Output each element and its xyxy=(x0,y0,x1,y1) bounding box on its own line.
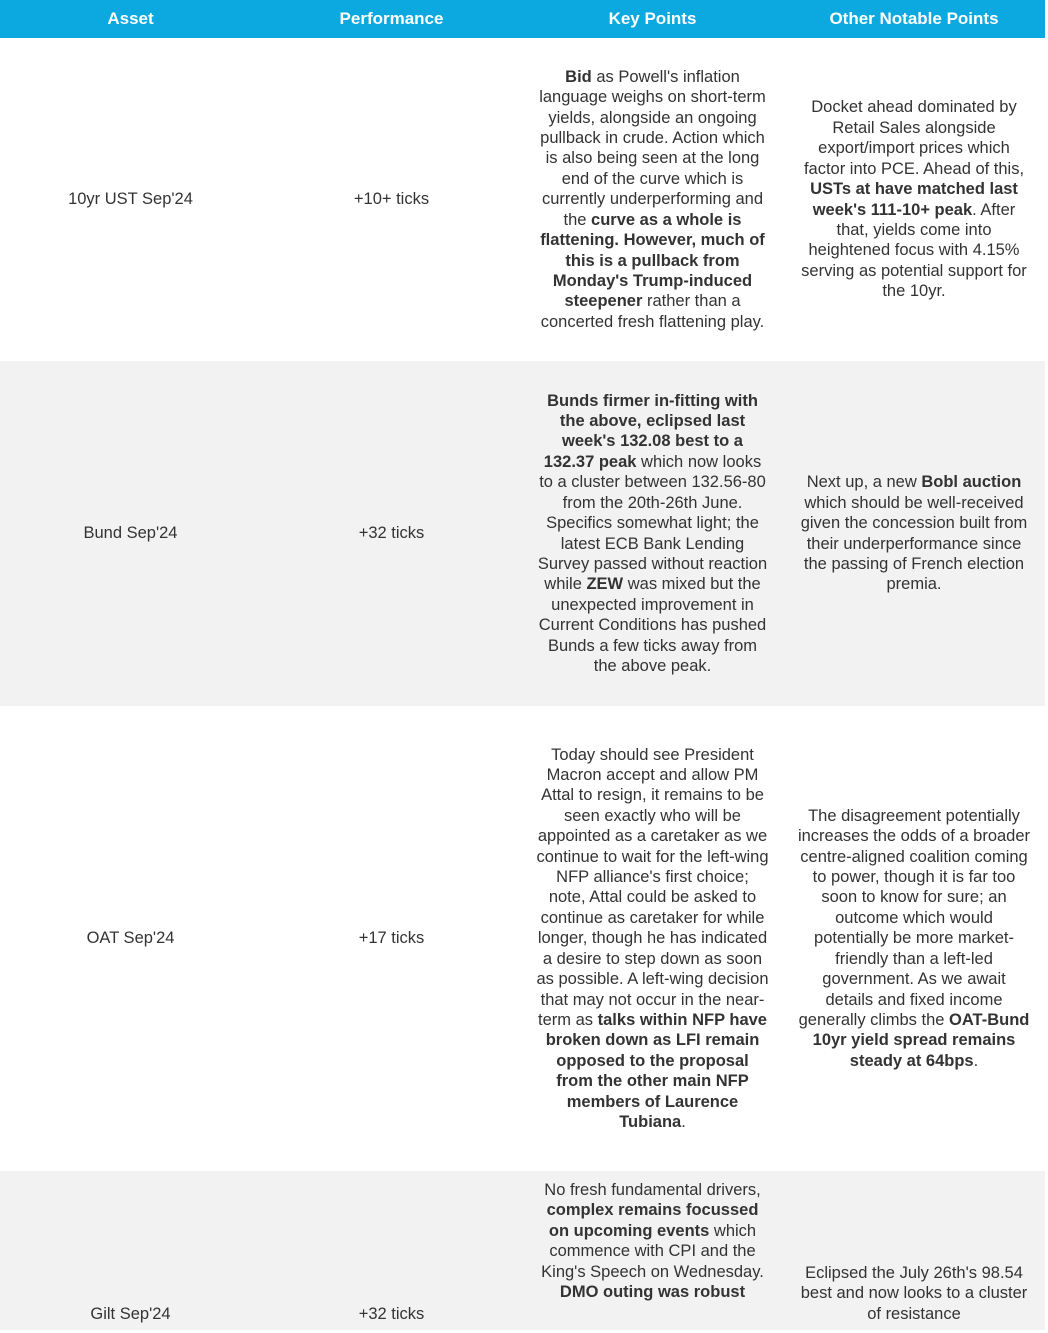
other-notable-points-cell xyxy=(783,1171,1045,1330)
text-segment: . xyxy=(973,1051,979,1070)
key-points-text xyxy=(536,745,769,1133)
header-asset: Asset xyxy=(0,0,261,38)
asset-cell: Gilt Sep'24 xyxy=(0,1171,261,1330)
bold-text-segment: talks within NFP have broken down as LFI remain opposed to the proposal from the other main NFP members of Laurence Tubiana xyxy=(545,1010,767,1131)
table-row xyxy=(0,1171,1045,1330)
key-points-cell xyxy=(522,38,783,361)
text-segment: No fresh fundamental drivers, xyxy=(544,1181,761,1199)
text-segment: as Powell's inflation language weighs on short-term yields, alongside an ongoing pullback in crude. Action which is also being seen at the long end of the curve which is currently underperforming and the xyxy=(539,67,766,229)
key-points-text xyxy=(536,1180,769,1302)
other-notable-points-text xyxy=(797,472,1031,594)
bold-text-segment: DMO outing was robust xyxy=(559,1283,746,1302)
other-notable-points-text xyxy=(797,97,1031,301)
performance-cell: +32 ticks xyxy=(261,1171,522,1330)
key-points-cell xyxy=(522,361,783,706)
text-segment: which now looks to a cluster between 132.56-80 from the 20th-26th June. Specifics somewhat light; the latest ECB Bank Lending Survey passed without reaction while xyxy=(537,452,768,594)
key-points-text xyxy=(536,391,769,677)
other-notable-points-text xyxy=(797,806,1031,1071)
asset-cell: Bund Sep'24 xyxy=(0,361,261,706)
bold-text-segment: Bid xyxy=(565,67,592,86)
table-row xyxy=(0,706,1045,1171)
bold-text-segment: complex remains focussed on upcoming events xyxy=(546,1201,759,1240)
text-segment: Docket ahead dominated by Retail Sales alongside export/import prices which factor into PCE. Ahead of this, xyxy=(803,98,1025,178)
key-points-cell xyxy=(522,1171,783,1330)
text-segment: which commence with CPI and the King's Speech on Wednesday. xyxy=(541,1221,764,1281)
table-row xyxy=(0,38,1045,361)
text-segment: Eclipsed the July 26th's 98.54 best and now looks to a cluster of resistance xyxy=(800,1264,1028,1323)
key-points-cell xyxy=(522,706,783,1171)
text-segment: which should be well-received given the concession built from their underperformance since the passing of French election premia. xyxy=(800,493,1028,594)
bold-text-segment: OAT-Bund 10yr yield spread remains steady at 64bps xyxy=(812,1010,1030,1070)
header-other-notable-points: Other Notable Points xyxy=(783,0,1045,38)
text-segment: was mixed but the unexpected improvement in Current Conditions has pushed Bunds a few ticks away from the above peak. xyxy=(538,575,767,675)
text-segment: Next up, a new xyxy=(806,473,922,492)
bold-text-segment: USTs at have matched last week's 111-10+ peak xyxy=(810,180,1018,219)
header-row xyxy=(0,0,1045,38)
bold-text-segment: Bobl auction xyxy=(921,473,1022,492)
text-segment: . xyxy=(681,1112,686,1131)
header-performance: Performance xyxy=(261,0,522,38)
performance-cell: +32 ticks xyxy=(261,361,522,706)
other-notable-points-cell xyxy=(783,706,1045,1171)
other-notable-points-text xyxy=(797,1263,1031,1324)
other-notable-points-cell xyxy=(783,38,1045,361)
key-points-text xyxy=(536,67,769,332)
bold-text-segment: ZEW xyxy=(586,575,624,594)
header-key-points: Key Points xyxy=(522,0,783,38)
bold-text-segment: Bunds firmer in-fitting with the above, eclipsed last week's 132.08 best to a 132.37 peak xyxy=(543,391,758,471)
text-segment: rather than a concerted fresh flattening play. xyxy=(540,292,765,331)
table-row xyxy=(0,361,1045,706)
text-segment: Today should see President Macron accept and allow PM Attal to resign, it remains to be seen exactly who will be appointed as a caretaker as we continue to wait for the left-wing NFP alliance's first choice; note, Attal could be asked to continue as caretaker for while longer, though he has indicated a desire to step down as soon as possible. A left-wing decision that may not occur in the near-term as xyxy=(536,745,769,1029)
performance-cell: +10+ ticks xyxy=(353,190,430,209)
other-notable-points-cell xyxy=(783,361,1045,706)
text-segment: The disagreement potentially increases the odds of a broader centre-aligned coalition coming to power, though it is far too soon to know for sure; an outcome which would potentially be more market-friendly than a left-led government. As we await details and fixed income generally climbs the xyxy=(797,806,1031,1029)
asset-cell: OAT Sep'24 xyxy=(86,929,175,948)
bold-text-segment: curve as a whole is flattening. However, much of this is a pullback from Monday's Trump-induced steepener xyxy=(540,210,765,311)
text-segment: . After that, yields come into heightened focus with 4.15% serving as potential support for the 10yr. xyxy=(801,200,1027,301)
performance-cell: +17 ticks xyxy=(358,929,425,948)
asset-cell: 10yr UST Sep'24 xyxy=(68,190,193,209)
